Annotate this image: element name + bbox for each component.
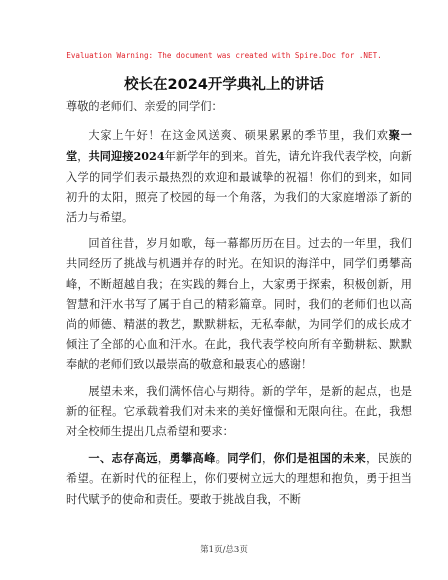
text-run: 年新学年的到来。首先，请允许我代表学校，向新入学的同学们表示最热烈的欢迎和最诚挚的祝福！你们的到来，如同初升的太阳，照亮了校园的每一个角落，为我们的大家庭增添了新的活力与希望。 <box>66 150 412 225</box>
document-body <box>66 97 412 516</box>
bold-text-run: 勇攀高峰 <box>169 451 216 466</box>
paragraph <box>66 382 412 443</box>
evaluation-warning: Evaluation Warning: The document was created with Spire.Doc for .NET. <box>66 51 382 60</box>
text-run: ，民族的希望。在新时代的征程上，你们要树立远大的理想和抱负，勇于担当时代赋予的使命和责任。要敢于挑战自我，不断 <box>66 452 412 506</box>
paragraph <box>66 234 412 375</box>
text-run: 回首往昔，岁月如歌，每一幕都历历在目。过去的一年里，我们共同经历了挑战与机遇并存的时光。在知识的海洋中，同学们勇攀高峰，不断超越自我；在实践的舞台上，大家勇于探索，积极创新，用智慧和汗水书写了属于自己的精彩篇章。同时，我们的老师们也以高尚的师德、精湛的教艺，默默耕耘，无私奉献，为同学们的成长成才倾注了全部的心血和汗水。在此，我代表学校向所有辛勤耕耘、默默奉献的老师们致以最崇高的敬意和最衷心的感谢！ <box>66 237 412 372</box>
text-run: 大家上午好！在这金风送爽、硕果累累的季节里，我们欢 <box>88 129 389 143</box>
document-title: 校长在2024开学典礼上的讲话 <box>124 77 324 93</box>
text-run: ， <box>157 452 170 466</box>
text-run: ， <box>261 452 274 466</box>
text-run: ， <box>77 150 89 164</box>
salutation: 尊敬的老师们、亲爱的同学们： <box>66 100 223 113</box>
text-run: 。 <box>215 452 228 466</box>
bold-text-run: 共同迎接2024 <box>88 149 165 164</box>
bold-text-run: 同学们 <box>227 451 262 466</box>
bold-text-run: 聚一堂 <box>66 128 412 164</box>
bold-text-run: 一、志存高远 <box>88 451 158 466</box>
text-run: 展望未来，我们满怀信心与期待。新的学年，是新的起点，也是新的征程。它承载着我们对未来的美好憧憬和无限向往。在此，我想对全校师生提出几点希望和要求： <box>66 384 412 439</box>
page-footer: 第1页/总3页 <box>200 545 248 555</box>
bold-text-run: 你们是祖国的未来 <box>273 451 367 466</box>
paragraph <box>66 125 412 228</box>
paragraph <box>66 448 412 510</box>
paragraph-list <box>66 125 412 510</box>
